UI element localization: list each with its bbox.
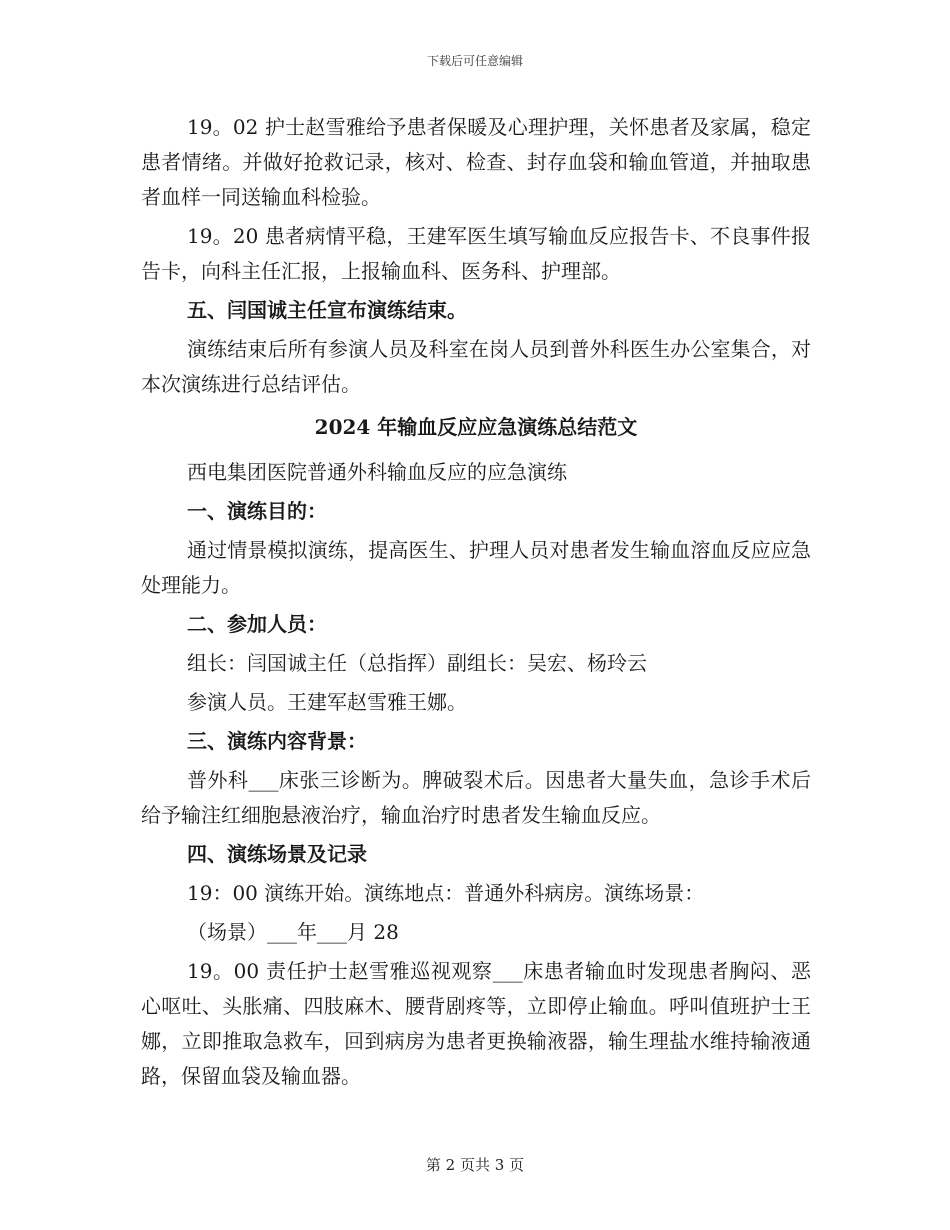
document-body [141, 110, 811, 1098]
paragraph: 参演人员。王建军赵雪雅王娜。 [187, 690, 467, 714]
paragraph: （场景）___年___月 28 [187, 920, 399, 944]
section-heading: 三、演练内容背景： [187, 729, 367, 753]
section-heading: 二、参加人员： [187, 612, 327, 636]
document-title: 2024 年输血反应应急演练总结范文 [314, 415, 638, 439]
section-heading: 四、演练场景及记录 [187, 842, 367, 866]
page-footer: 第 2 页共 3 页 [425, 1156, 525, 1174]
section-heading: 五、闫国诚主任宣布演练结束。 [187, 298, 467, 322]
section-heading: 一、演练目的： [187, 499, 327, 523]
paragraph: 19。02 护士赵雪雅给予患者保暖及心理护理，关怀患者及家属，稳定患者情绪。并做好抢救记录，核对、检查、封存血袋和输血管道，并抽取患者血样一同送输血科检验。 [141, 115, 811, 209]
page-header: 下载后可任意编辑 [426, 54, 523, 68]
paragraph: 普外科___床张三诊断为。脾破裂术后。因患者大量失血，急诊手术后给予输注红细胞悬液治疗，输血治疗时患者发生输血反应。 [141, 768, 811, 827]
paragraph: 19：00 演练开始。演练地点：普通外科病房。演练场景： [187, 881, 705, 905]
paragraph: 通过情景模拟演练，提高医生、护理人员对患者发生输血溶血反应应急处理能力。 [141, 538, 811, 597]
paragraph: 演练结束后所有参演人员及科室在岗人员到普外科医生办公室集合，对本次演练进行总结评估。 [141, 337, 811, 396]
paragraph: 19。00 责任护士赵雪雅巡视观察___床患者输血时发现患者胸闷、恶心呕吐、头胀痛、四肢麻木、腰背剧疼等，立即停止输血。呼叫值班护士王娜，立即推取急救车，回到病房为患者更换输液器，输生理盐水维持输液通路，保留血袋及输血器。 [141, 959, 811, 1088]
paragraph: 西电集团医院普通外科输血反应的应急演练 [187, 460, 567, 484]
paragraph: 组长：闫国诚主任（总指挥）副组长：吴宏、杨玲云 [187, 651, 647, 675]
paragraph: 19。20 患者病情平稳，王建军医生填写输血反应报告卡、不良事件报告卡，向科主任汇报，上报输血科、医务科、护理部。 [141, 224, 811, 283]
